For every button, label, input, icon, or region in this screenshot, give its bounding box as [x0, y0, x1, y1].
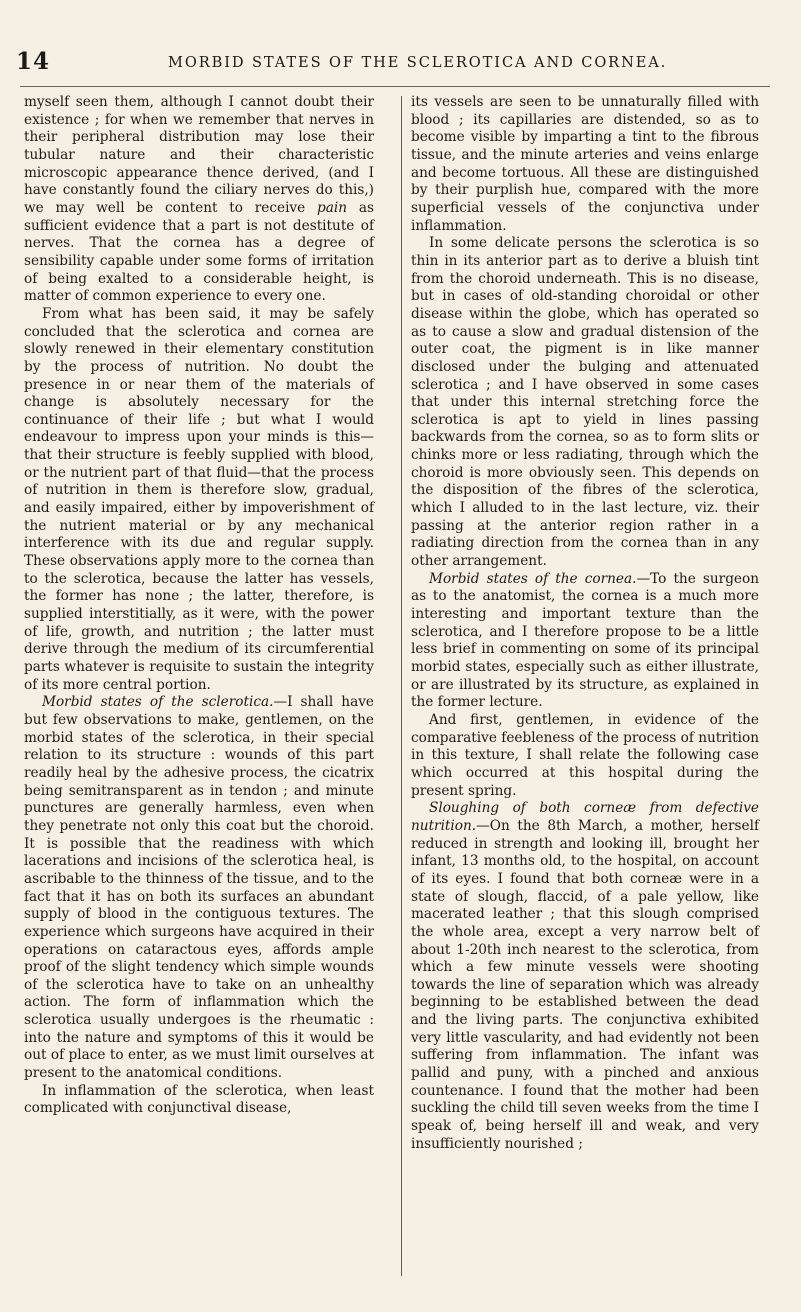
section-heading: Morbid states of the cornea. — [429, 570, 637, 587]
paragraph: In some delicate persons the sclerotica is so thin in its anterior part as to derive a bluish tint from the choroid underneath. This is no disease, but in cases of old-standing choroidal or other disease within the globe, which has operated so as to cause a slow and gradual distension of the outer coat, the pigment is in like manner disclosed under the bulging and attenuated sclerotica ; and I have observed in some cases that under this internal stretching force the sclerotica is apt to yield in lines passing backwards from the cornea, so as to form slits or chinks more or less radiating, through which the choroid is more obviously seen. This depends on the disposition of the fibres of the sclerotica, which I alluded to in the last lecture, viz. their passing at the anterior region rather in a radiating direction from the cornea than in any other arrangement. — [411, 235, 759, 570]
paragraph: In inflammation of the sclerotica, when least complicated with conjunctival disease, — [24, 1082, 374, 1117]
italic-word: pain — [317, 199, 348, 216]
paragraph: And first, gentlemen, in evidence of the comparative feebleness of the process of nutrition in this texture, I shall relate the following case which occurred at this hospital during the present spring. — [411, 711, 759, 799]
header-rule — [20, 86, 770, 87]
page-number: 14 — [16, 48, 51, 75]
paragraph: Morbid states of the cornea.—To the surgeon as to the anatomist, the cornea is a much more interesting and important texture than the sclerotica, and I therefore propose to be a little less brief in commenting on some of its principal morbid states, especially such as either illustrate, or are illustrated by its structure, as explained in the former lecture. — [411, 570, 759, 711]
left-column — [24, 94, 374, 1118]
column-divider — [401, 96, 402, 1276]
paragraph: its vessels are seen to be unnaturally filled with blood ; its capillaries are distended, so as to become visible by imparting a tint to the fibrous tissue, and the minute arteries and veins enlarge and become tortuous. All these are distinguished by their purplish hue, compared with the more superficial vessels of the conjunctiva under inflammation. — [411, 94, 759, 234]
section-heading: Sloughing of both corneæ from defective nutrition. — [411, 800, 759, 834]
paragraph: From what has been said, it may be safely concluded that the sclerotica and cornea are slowly renewed in their elementary constitution by the process of nutrition. No doubt the presence in or near them of the materials of change is absolutely necessary for the continuance of their life ; but what I would endeavour to impress upon your minds is this—that their structure is feebly supplied with blood, or the nutrient part of that fluid—that the process of nutrition in them is therefore slow, gradual, and easily impaired, either by impoverishment of the nutrient material or by any mechanical interference with its due and regular supply. These observations apply more to the cornea than to the sclerotica, because the latter has vessels, the former has none ; the latter, therefore, is supplied interstitially, as it were, with the power of life, growth, and nutrition ; the latter must derive through the medium of its circumferential parts whatever is requisite to sustain the integrity of its more central portion. — [24, 305, 374, 693]
paragraph: myself seen them, although I cannot doubt their existence ; for when we remember that nerves in their peripheral distribution may lose their tubular nature and their characteristic microscopic appearance thence derived, (and I have constantly found the ciliary nerves do this,) we may well be content to receive pain as sufficient evidence that a part is not destitute of nerves. That the cornea has a degree of sensibility capable under some forms of irritation of being exalted to a considerable height, is matter of common experience to every one. — [24, 94, 374, 305]
right-column — [411, 94, 759, 1153]
paragraph: Morbid states of the sclerotica.—I shall have but few observations to make, gentlemen, on the morbid states of the sclerotica, in their special relation to its structure : wounds of this part readily heal by the adhesive process, the cicatrix being semitransparent as in tendon ; and minute punctures are generally harmless, even when they penetrate not only this coat but the choroid. It is possible that the readiness with which lacerations and incisions of the sclerotica heal, is ascribable to the thinness of the tissue, and to the fact that it has on both its surfaces an abundant supply of blood in the contiguous textures. The experience which surgeons have acquired in their operations on cataractous eyes, affords ample proof of the slight tendency which simple wounds of the sclerotica have to take on an unhealthy action. The form of inflammation which the sclerotica usually undergoes is the rheumatic : into the nature and symptoms of this it would be out of place to enter, as we must limit ourselves at present to the anatomical conditions. — [24, 694, 374, 1082]
section-heading: Morbid states of the sclerotica. — [42, 694, 274, 711]
page-header — [16, 48, 786, 76]
running-title: MORBID STATES OF THE SCLEROTICA AND CORNEA. — [168, 54, 668, 71]
paragraph: Sloughing of both corneæ from defective nutrition.—On the 8th March, a mother, herself reduced in strength and looking ill, brought her infant, 13 months old, to the hospital, on account of its eyes. I found that both corneæ were in a state of slough, flaccid, of a pale yellow, like macerated leather ; that this slough comprised the whole area, except a very narrow belt of about 1-20th inch nearest to the sclerotica, from which a few minute vessels were shooting towards the line of separation which was already beginning to be established between the dead and the living parts. The conjunctiva exhibited very little vascularity, and had evidently not been suffering from inflammation. The infant was pallid and puny, with a pinched and anxious countenance. I found that the mother had been suckling the child till seven weeks from the time I speak of, being herself ill and weak, and very insufficiently nourished ; — [411, 800, 759, 1152]
